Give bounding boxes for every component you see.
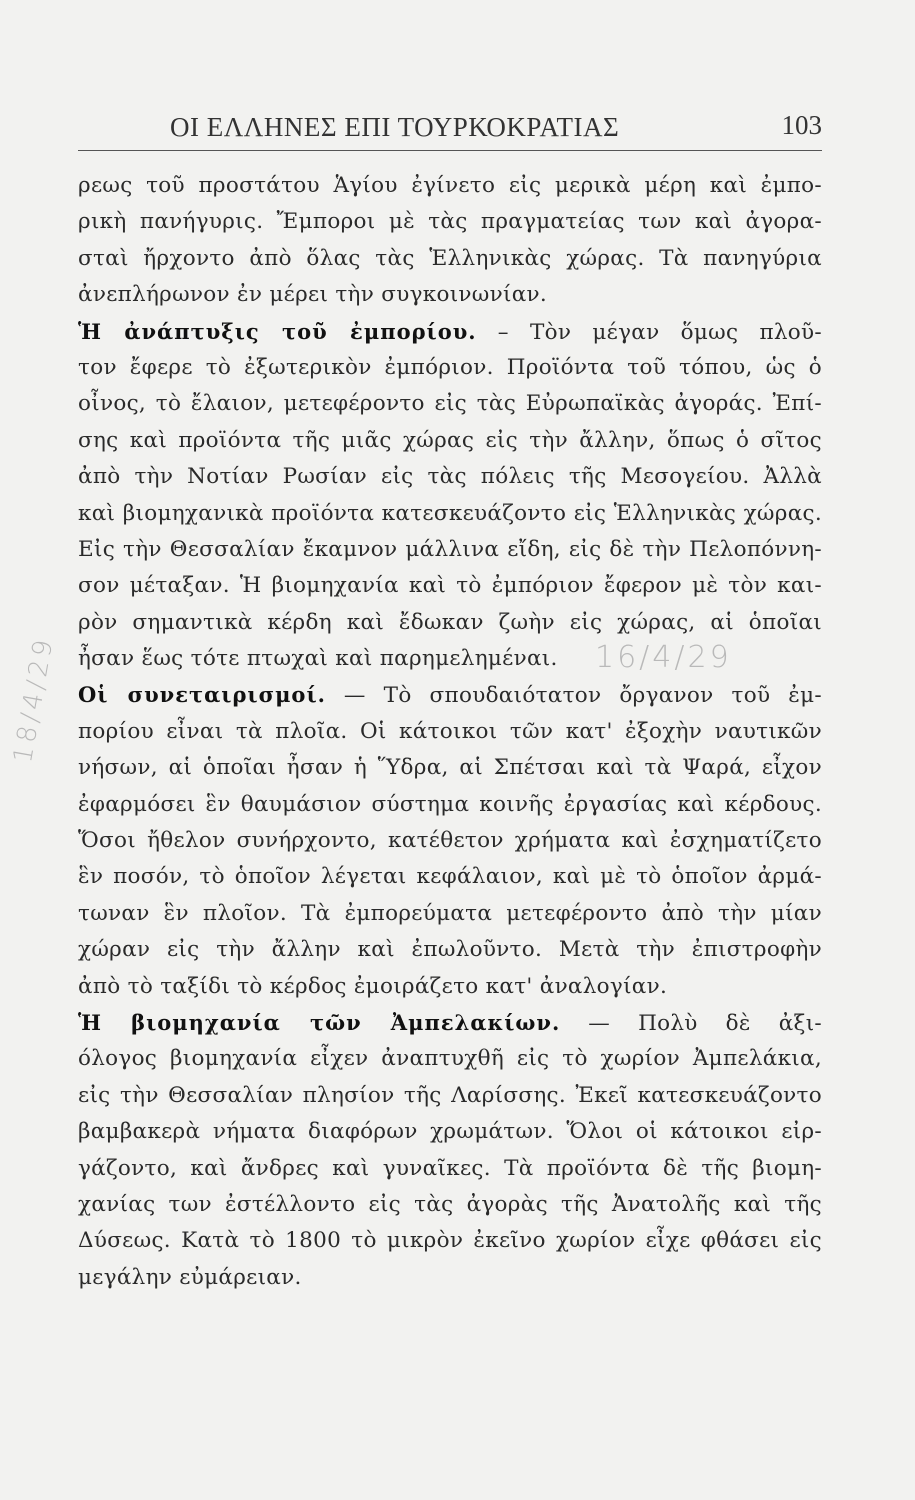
- text-line: ἀπὸ τὸ ταξίδι τὸ κέρδος ἐμοιράζετο κατ' ἀναλογίαν.: [78, 973, 668, 999]
- text-line: εἰς τὴν Θεσσαλίαν πλησίον τῆς Λαρίσσης. Ἐκεῖ κατεσκευάζοντο: [78, 1082, 822, 1108]
- text-line: σταὶ ἤρχοντο ἀπὸ ὅλας τὰς Ἑλληνικὰς χώρας. Τὰ πανηγύρια: [78, 245, 822, 271]
- text-line: ἦσαν ἕως τότε πτωχαὶ καὶ παρημελημέναι.: [78, 646, 558, 672]
- text-line: οἶνος, τὸ ἔλαιον, μετεφέροντο εἰς τὰς Εὐρωπαϊκὰς ἀγοράς. Ἐπί-: [78, 391, 822, 417]
- text-line: τον ἔφερε τὸ ἐξωτερικὸν ἐμπόριον. Προϊόντα τοῦ τόπου, ὡς ὁ: [78, 354, 822, 380]
- section-heading-line: [78, 1005, 822, 1041]
- text-line: ἀνεπλήρωνον ἐν μέρει τὴν συγκοινωνίαν.: [78, 282, 548, 308]
- running-head: ΟΙ ΕΛΛΗΝΕΣ ΕΠΙ ΤΟΥΡΚΟΚΡΑΤΙΑΣ: [170, 112, 620, 142]
- pencil-date-note: 16/4/29: [595, 640, 732, 675]
- text-line: ρὸν σημαντικὰ κέρδη καὶ ἔδωκαν ζωὴν εἰς χώρας, αἱ ὁποῖαι: [78, 609, 822, 635]
- text-line: ἀπὸ τὴν Νοτίαν Ρωσίαν εἰς τὰς πόλεις τῆς Μεσογείου. Ἀλλὰ: [78, 464, 822, 490]
- page-number: 103: [781, 110, 822, 140]
- text-line: Ὅσοι ἤθελον συνήρχοντο, κατέθετον χρήματα καὶ ἐσχηματίζετο: [78, 828, 822, 854]
- section-heading-line: [78, 314, 822, 350]
- text-line: ἓν ποσόν, τὸ ὁποῖον λέγεται κεφάλαιον, καὶ μὲ τὸ ὁποῖον ἀρμά-: [78, 864, 822, 890]
- body-text: [78, 168, 822, 1296]
- text-line: γάζοντο, καὶ ἄνδρες καὶ γυναῖκες. Τὰ προϊόντα δὲ τῆς βιομη-: [78, 1155, 822, 1181]
- text-line: πορίου εἶναι τὰ πλοῖα. Οἱ κάτοικοι τῶν κατ' ἐξοχὴν ναυτικῶν: [78, 718, 822, 744]
- page-header: [78, 110, 822, 151]
- text-line: Εἰς τὴν Θεσσαλίαν ἔκαμνον μάλλινα εἴδη, εἰς δὲ τὴν Πελοπόννη-: [78, 536, 822, 562]
- text-line: τωναν ἓν πλοῖον. Τὰ ἐμπορεύματα μετεφέροντο ἀπὸ τὴν μίαν: [78, 900, 822, 926]
- section-lead-text: — Τὸ σπουδαιότατον ὄργανον τοῦ ἐμ-: [325, 683, 822, 709]
- text-line: όλογος βιομηχανία εἶχεν ἀναπτυχθῆ εἰς τὸ χωρίον Ἀμπελάκια,: [78, 1046, 822, 1072]
- text-line: χώραν εἰς τὴν ἄλλην καὶ ἐπωλοῦντο. Μετὰ τὴν ἐπιστροφὴν: [78, 937, 822, 963]
- text-line: σον μέταξαν. Ἡ βιομηχανία καὶ τὸ ἐμπόριον ἔφερον μὲ τὸν και-: [78, 573, 822, 599]
- text-line: βαμβακερὰ νήματα διαφόρων χρωμάτων. Ὅλοι οἱ κάτοικοι εἰρ-: [78, 1119, 822, 1145]
- text-line: χανίας των ἐστέλλοντο εἰς τὰς ἀγορὰς τῆς Ἀνατολῆς καὶ τῆς: [78, 1191, 822, 1217]
- pencil-date-note-margin: 18/4/29: [8, 633, 60, 766]
- section-heading: Ἡ βιομηχανία τῶν Ἀμπελακίων.: [78, 1009, 561, 1035]
- text-line: καὶ βιομηχανικὰ προϊόντα κατεσκευάζοντο εἰς Ἑλληνικὰς χώρας.: [78, 500, 822, 526]
- section-heading: Ἡ ἀνάπτυξις τοῦ ἐμπορίου.: [78, 318, 477, 344]
- text-line: Δύσεως. Κατὰ τὸ 1800 τὸ μικρὸν ἐκεῖνο χωρίον εἶχε φθάσει εἰς: [78, 1228, 822, 1254]
- text-line: μεγάλην εὐμάρειαν.: [78, 1264, 302, 1290]
- section-heading-line: [78, 677, 822, 713]
- text-line: σης καὶ προϊόντα τῆς μιᾶς χώρας εἰς τὴν ἄλλην, ὅπως ὁ σῖτος: [78, 427, 822, 453]
- text-line: ρεως τοῦ προστάτου Ἁγίου ἐγίνετο εἰς μερικὰ μέρη καὶ ἐμπο-: [78, 173, 822, 198]
- section-lead-text: – Τὸν μέγαν ὅμως πλοῦ-: [476, 319, 822, 345]
- text-line: ἐφαρμόσει ἓν θαυμάσιον σύστημα κοινῆς ἐργασίας καὶ κέρδους.: [78, 791, 822, 817]
- section-lead-text: — Πολὺ δὲ ἀξι-: [560, 1010, 822, 1036]
- text-line: νήσων, αἱ ὁποῖαι ἦσαν ἡ Ὕδρα, αἱ Σπέτσαι καὶ τὰ Ψαρά, εἶχον: [78, 755, 822, 781]
- section-heading: Οἱ συνεταιρισμοί.: [78, 682, 326, 708]
- text-line: ρικὴ πανήγυρις. Ἔμποροι μὲ τὰς πραγματείας των καὶ ἀγορα-: [78, 209, 822, 235]
